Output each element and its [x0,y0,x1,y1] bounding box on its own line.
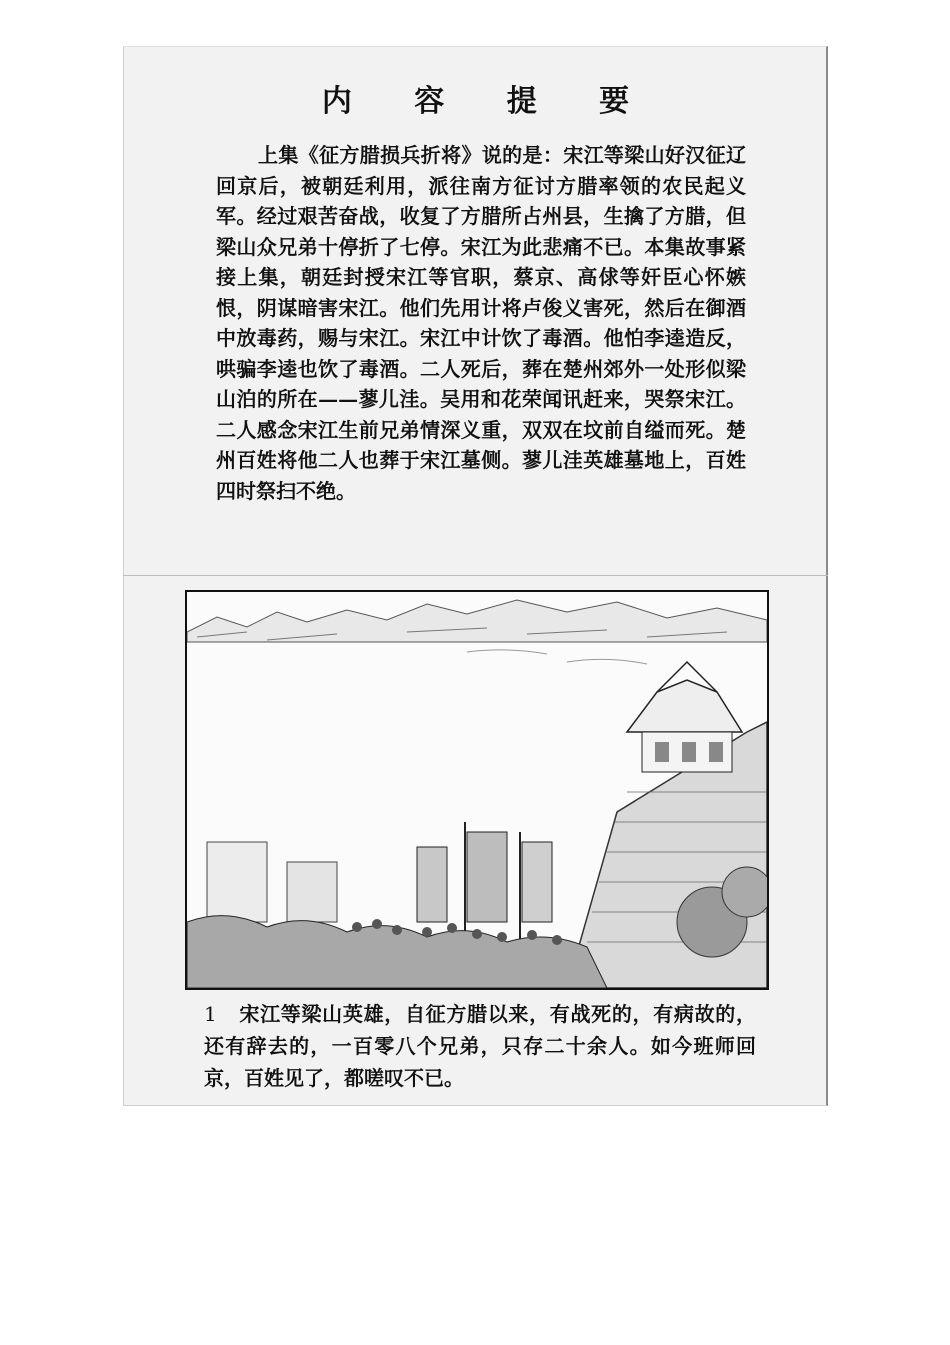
summary-paragraph: 上集《征方腊损兵折将》说的是：宋江等梁山好汉征辽回京后，被朝廷利用，派往南方征讨方腊率领的农民起义军。经过艰苦奋战，收复了方腊所占州县，生擒了方腊，但梁山众兄弟十停折了七停。宋江为此悲痛不已。本集故事紧接上集，朝廷封授宋江等官职，蔡京、高俅等奸臣心怀嫉恨，阴谋暗害宋江。他们先用计将卢俊义害死，然后在御酒中放毒药，赐与宋江。宋江中计饮了毒酒。他怕李逵造反，哄骗李逵也饮了毒酒。二人死后，葬在楚州郊外一处形似梁山泊的所在——蓼儿洼。吴用和花荣闻讯赶来，哭祭宋江。二人感念宋江生前兄弟情深义重，双双在坟前自缢而死。楚州百姓将他二人也葬于宋江墓侧。蓼儿洼英雄墓地上，百姓四时祭扫不绝。 [216,143,746,503]
page-divider [123,575,828,576]
caption [204,998,756,1094]
city-gate-illustration [185,590,769,990]
line-drawing-icon [187,592,767,988]
caption-text: 宋江等梁山英雄，自征方腊以来，有战死的，有病故的，还有辞去的，一百零八个兄弟，只存二十余人。如今班师回京，百姓见了，都嗟叹不已。 [204,1002,756,1090]
caption-number: 1 [204,1002,217,1026]
page-title: 内 容 提 要 [321,84,656,119]
